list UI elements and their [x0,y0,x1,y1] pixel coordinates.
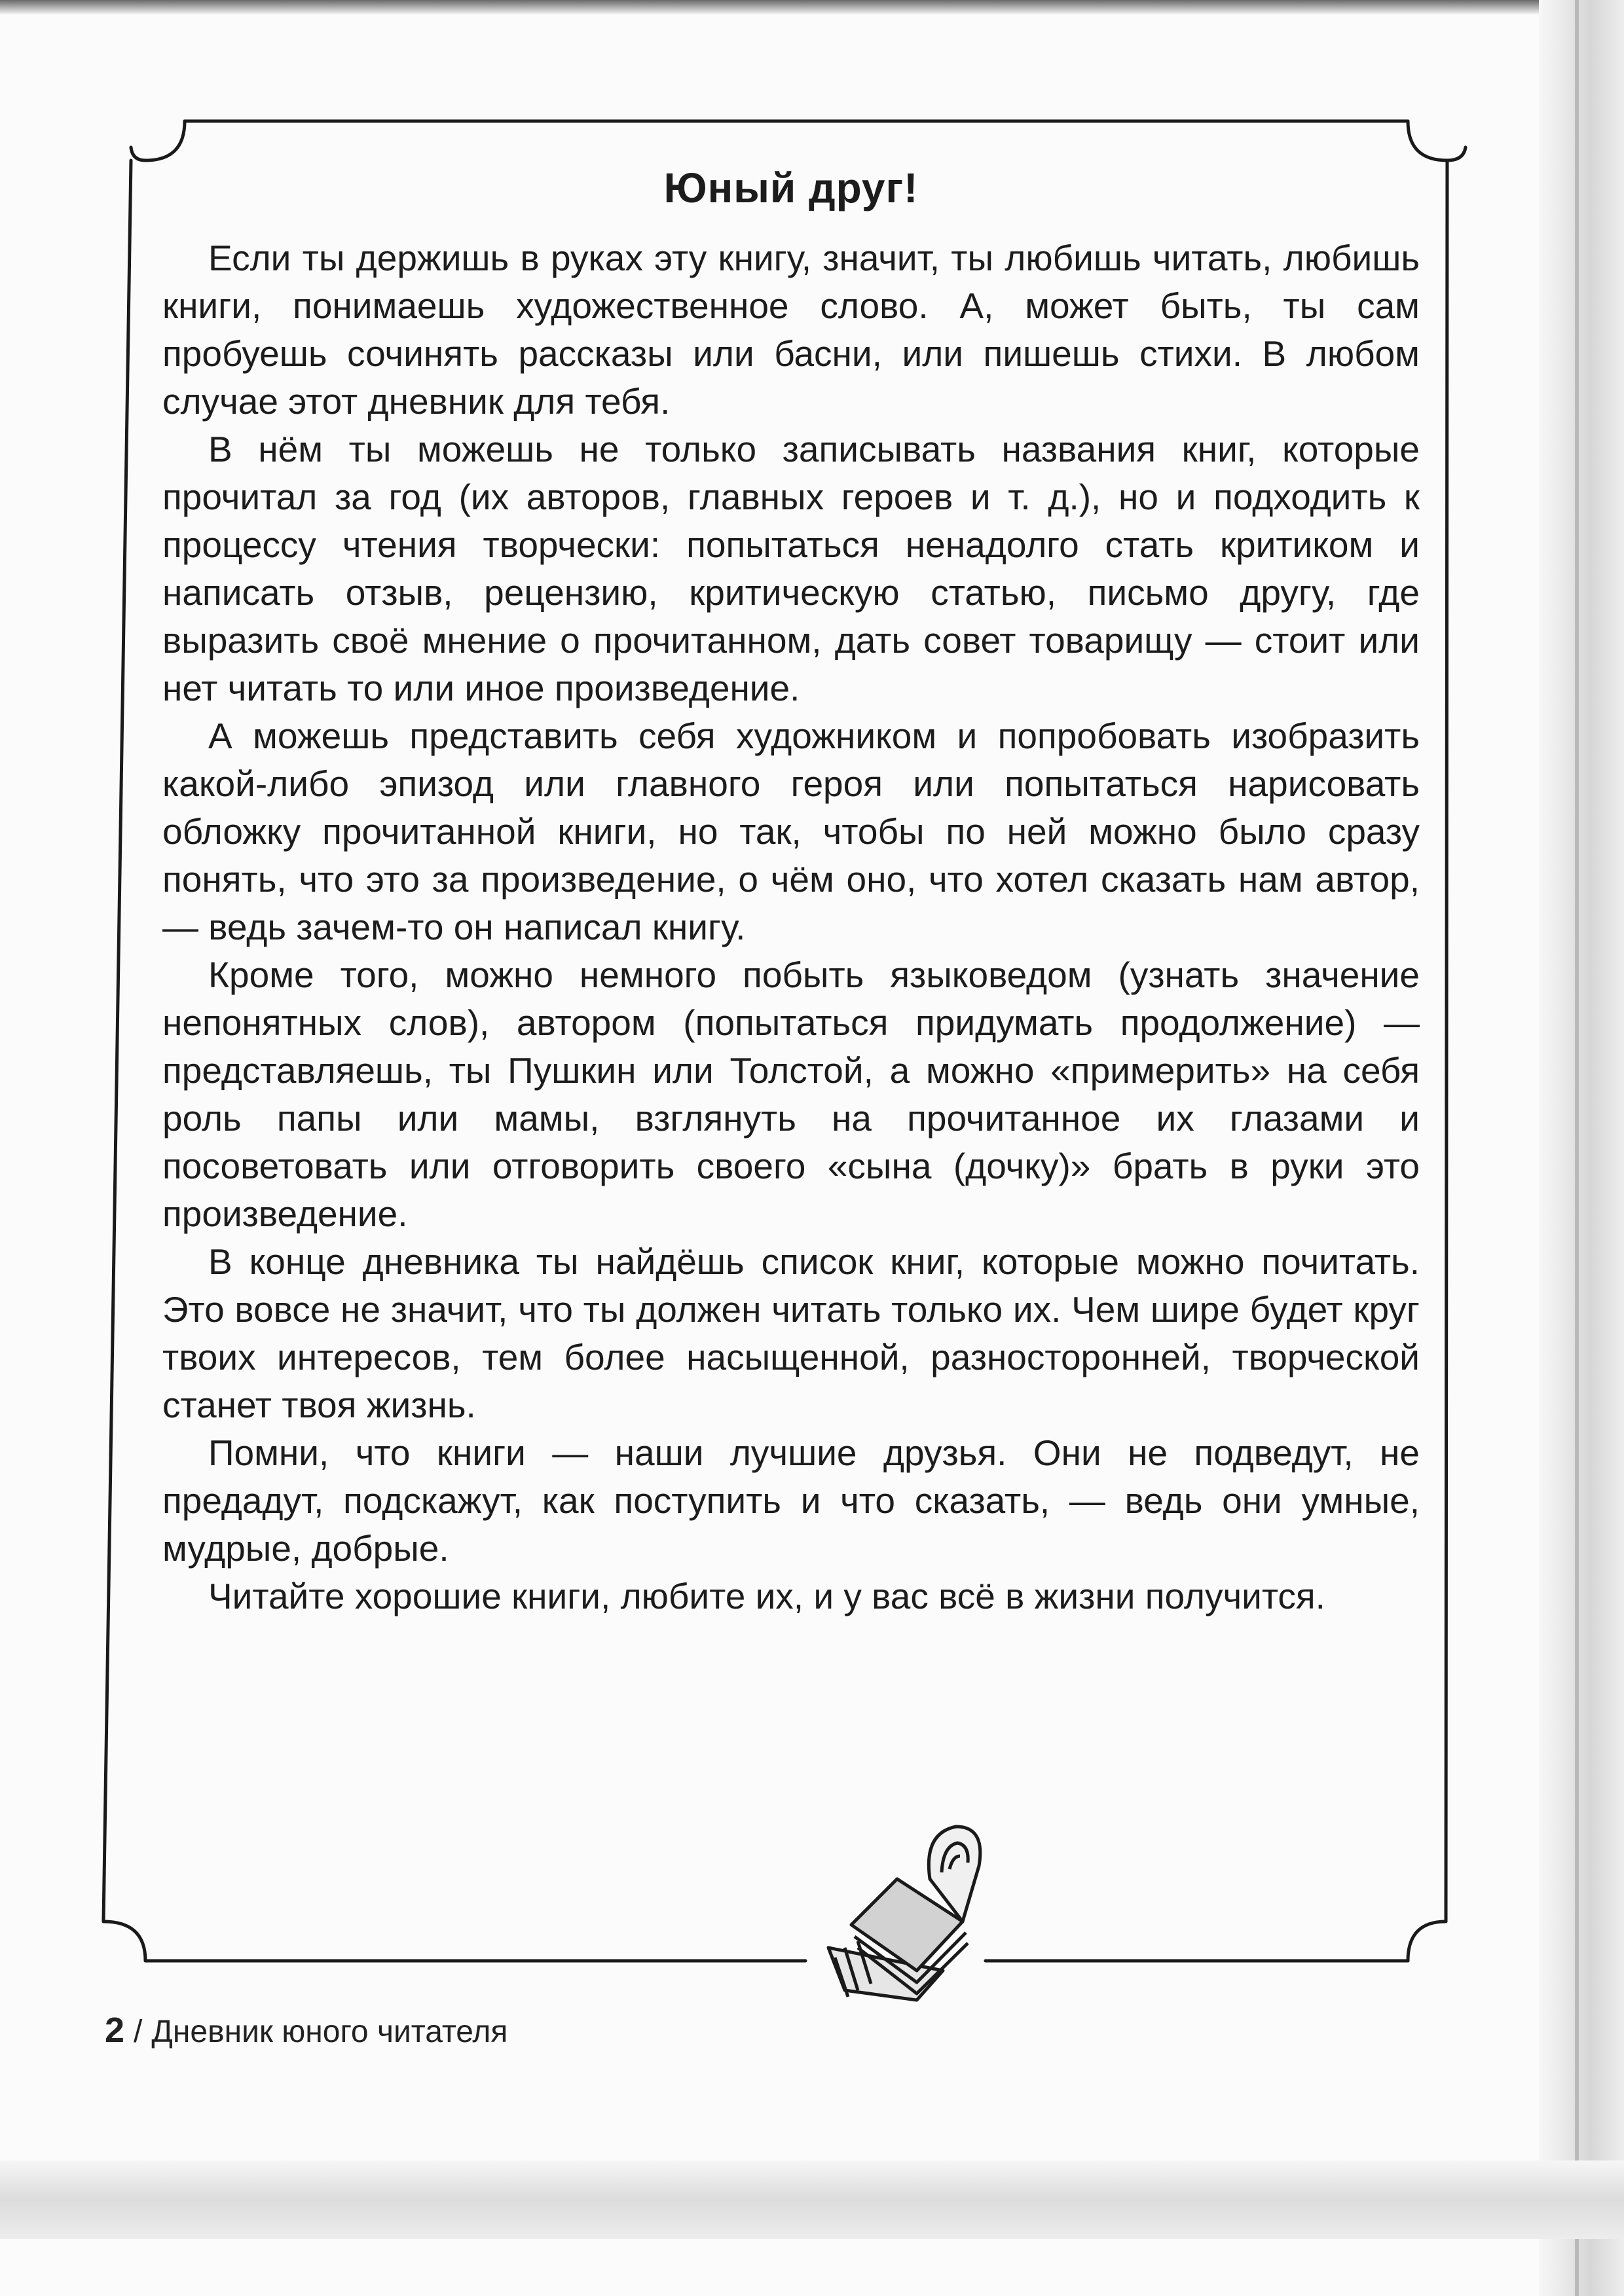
page-content [162,157,1420,1620]
books-and-shell-icon [828,1827,980,2000]
footer-separator: / [134,2014,143,2049]
paragraph: В конце дневника ты найдёшь список книг, которые можно почитать. Это вовсе не значит, что ты должен читать только их. Чем шире будет круг твоих интересов, тем более насыщенной, разносторонней, творческой станет твоя жизнь. [162,1241,1420,1425]
page-footer [105,2010,507,2050]
paragraph: Помни, что книги — наши лучшие друзья. Они не подведут, не предадут, подскажут, как поступить и что сказать, — ведь они умные, мудрые, добрые. [162,1432,1420,1569]
paragraph: Кроме того, можно немного побыть языковедом (узнать значение непонятных слов), автором (попытаться придумать продолжение) — представляешь, ты Пушкин или Толстой, а можно «примерить» на себя роль папы или мамы, взглянуть на прочитанное их глазами и посоветовать или отговорить своего «сына (дочку)» брать в руки это произведение. [162,955,1420,1234]
paragraph: Читайте хорошие книги, любите их, и у вас всё в жизни получится. [208,1576,1325,1616]
book-title: Дневник юного читателя [151,2014,508,2049]
page-number: 2 [105,2011,125,2050]
paragraph: В нём ты можешь не только записывать названия книг, которые прочитал за год (их авторов, главных героев и т. д.), но и подходить к процессу чтения творчески: попытаться ненадолго стать критиком и написать отзыв, рецензию, критическую статью, письмо другу, где выразить своё мнение о прочитанном, дать совет товарищу — стоит или нет читать то или иное произведение. [162,429,1420,708]
paragraph: Если ты держишь в руках эту книгу, значит, ты любишь читать, любишь книги, понимаешь художественное слово. А, может быть, ты сам пробуешь сочинять рассказы или басни, или пишешь стихи. В любом случае этот дневник для тебя. [162,238,1420,422]
paragraph: А можешь представить себя художником и попробовать изобразить какой-либо эпизод или главного героя или попытаться нарисовать обложку прочитанной книги, но так, чтобы по ней можно было сразу понять, что это за произведение, о чём оно, что хотел сказать нам автор, — ведь зачем-то он написал книгу. [162,716,1420,947]
page-title: Юный друг! [663,164,919,211]
